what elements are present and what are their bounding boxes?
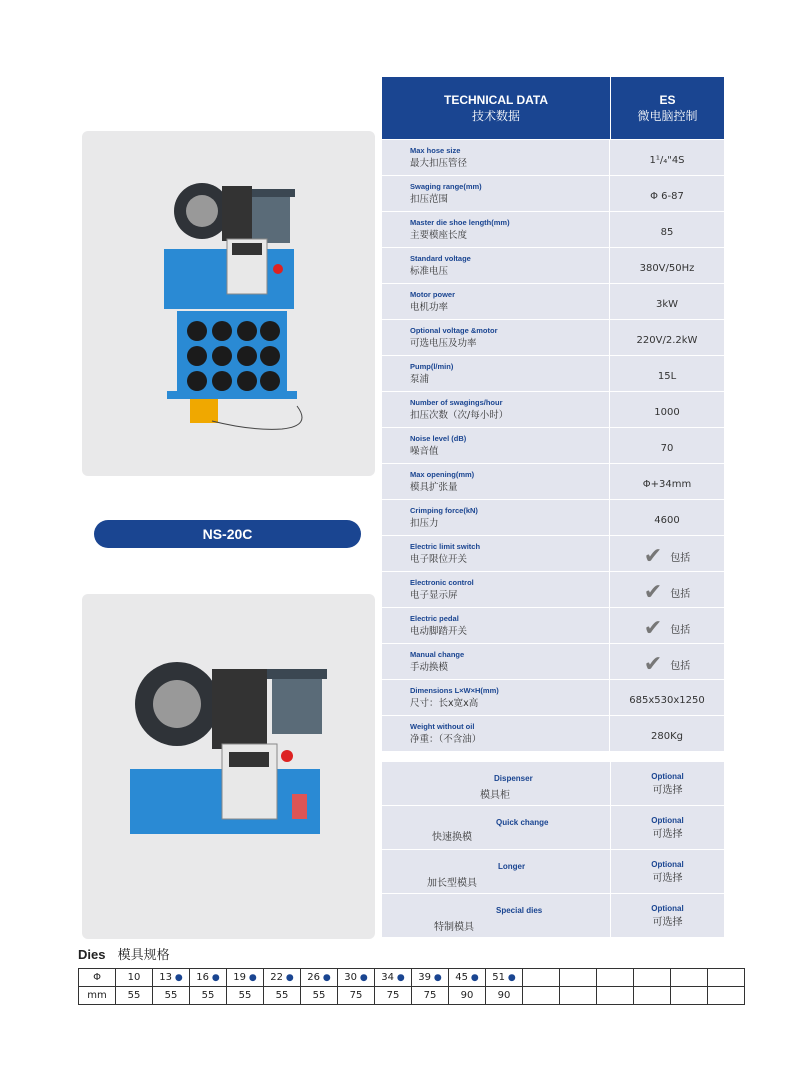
option-label-en: Quick change bbox=[496, 818, 549, 827]
spec-row bbox=[382, 499, 724, 535]
option-row bbox=[382, 805, 724, 849]
empty-cell bbox=[597, 969, 634, 987]
die-diameter-cell bbox=[264, 969, 301, 987]
spec-row bbox=[382, 391, 724, 427]
die-diameter: 34 bbox=[381, 972, 394, 983]
spec-label-en: Max hose size bbox=[410, 146, 461, 155]
empty-cell bbox=[523, 969, 560, 987]
spec-label-en: Pump(l/min) bbox=[410, 362, 454, 371]
die-length-cell: 55 bbox=[190, 987, 227, 1005]
header-right-en: ES bbox=[659, 92, 676, 107]
option-row bbox=[382, 893, 724, 937]
die-length-cell: 75 bbox=[338, 987, 375, 1005]
die-diameter: 30 bbox=[344, 972, 357, 983]
bullet-icon: ● bbox=[172, 973, 183, 983]
spec-value: 280Kg bbox=[651, 731, 683, 742]
spec-label-zh: 尺寸：长x宽x高 bbox=[410, 698, 479, 709]
spec-label-en: Weight without oil bbox=[410, 722, 475, 731]
spec-label-zh: 手动换模 bbox=[410, 662, 449, 673]
spec-value: Φ+34mm bbox=[642, 479, 692, 490]
bullet-icon: ● bbox=[209, 973, 220, 983]
spec-label-zh: 最大扣压管径 bbox=[410, 158, 468, 169]
empty-cell bbox=[634, 987, 671, 1005]
bullet-icon: ● bbox=[357, 973, 368, 983]
spec-row bbox=[382, 535, 724, 571]
spec-label-zh: 可选电压及功率 bbox=[410, 338, 477, 349]
dies-table bbox=[78, 968, 745, 1005]
spec-value: 15L bbox=[657, 371, 677, 382]
empty-cell bbox=[671, 987, 708, 1005]
checkmark-icon: ✔ bbox=[643, 616, 663, 641]
spec-label-en: Electric limit switch bbox=[410, 542, 481, 551]
spec-row bbox=[382, 715, 724, 751]
checkmark-icon: ✔ bbox=[643, 580, 663, 605]
bullet-icon: ● bbox=[283, 973, 294, 983]
option-label-en: Special dies bbox=[496, 906, 543, 915]
spec-value: 包括 bbox=[670, 661, 691, 672]
option-value-zh: 可选择 bbox=[652, 872, 683, 884]
die-diameter-cell bbox=[449, 969, 486, 987]
bullet-icon: ● bbox=[320, 973, 331, 983]
spec-row bbox=[382, 175, 724, 211]
die-diameter-cell bbox=[190, 969, 227, 987]
crimping-head-illustration bbox=[82, 594, 375, 939]
option-value-en: Optional bbox=[651, 815, 684, 825]
empty-cell bbox=[671, 969, 708, 987]
die-length-cell: 55 bbox=[116, 987, 153, 1005]
spec-value: 70 bbox=[660, 443, 674, 454]
spec-label-en: Noise level (dB) bbox=[410, 434, 467, 443]
technical-data-table bbox=[382, 77, 724, 937]
die-length-cell: 90 bbox=[449, 987, 486, 1005]
option-value-en: Optional bbox=[651, 771, 684, 781]
spec-row bbox=[382, 247, 724, 283]
die-length-cell: 55 bbox=[153, 987, 190, 1005]
spec-label-en: Motor power bbox=[410, 290, 455, 299]
option-label-zh: 快速换模 bbox=[432, 832, 472, 843]
bullet-icon: ● bbox=[246, 973, 257, 983]
option-label-zh: 特制模具 bbox=[434, 922, 474, 933]
option-label-zh: 模具柜 bbox=[480, 790, 510, 801]
die-length-cell: 90 bbox=[486, 987, 523, 1005]
machine-photo-full bbox=[82, 131, 375, 476]
die-length-cell: 75 bbox=[412, 987, 449, 1005]
spec-value: 包括 bbox=[670, 589, 691, 600]
spec-label-zh: 扣压力 bbox=[410, 518, 439, 529]
option-row bbox=[382, 761, 724, 805]
spec-label-en: Dimensions L×W×H(mm) bbox=[410, 686, 499, 695]
die-diameter: 19 bbox=[233, 972, 246, 983]
spec-row bbox=[382, 319, 724, 355]
spec-label-en: Standard voltage bbox=[410, 254, 471, 263]
dies-mm-label: mm bbox=[79, 987, 116, 1005]
spec-value: 4600 bbox=[654, 515, 680, 526]
die-diameter-cell bbox=[338, 969, 375, 987]
spec-row bbox=[382, 211, 724, 247]
spec-row bbox=[382, 607, 724, 643]
checkmark-icon: ✔ bbox=[643, 544, 663, 569]
spec-value: Φ 6-87 bbox=[650, 191, 684, 202]
empty-cell bbox=[708, 969, 745, 987]
spec-label-en: Crimping force(kN) bbox=[410, 506, 478, 515]
spec-row bbox=[382, 643, 724, 679]
spec-label-en: Manual change bbox=[410, 650, 465, 659]
spec-label-zh: 标准电压 bbox=[410, 266, 449, 277]
option-label-en: Longer bbox=[498, 862, 526, 871]
die-length-cell: 55 bbox=[301, 987, 338, 1005]
die-diameter: 13 bbox=[159, 972, 172, 983]
spec-label-zh: 电动脚踏开关 bbox=[410, 626, 468, 637]
dies-title bbox=[78, 944, 170, 963]
spec-row bbox=[382, 571, 724, 607]
spec-label-en: Electric pedal bbox=[410, 614, 459, 623]
spec-row bbox=[382, 139, 724, 175]
empty-cell bbox=[560, 987, 597, 1005]
option-row bbox=[382, 849, 724, 893]
die-diameter: 26 bbox=[307, 972, 320, 983]
spec-label-zh: 电机功率 bbox=[410, 302, 449, 313]
dies-phi-label: Φ bbox=[79, 969, 116, 987]
die-diameter-cell bbox=[153, 969, 190, 987]
bullet-icon: ● bbox=[394, 973, 405, 983]
option-label-en: Dispenser bbox=[494, 774, 533, 783]
spec-value: 1000 bbox=[654, 407, 680, 418]
spec-label-en: Max opening(mm) bbox=[410, 470, 475, 479]
die-diameter-cell bbox=[412, 969, 449, 987]
die-length-cell: 55 bbox=[227, 987, 264, 1005]
spec-row bbox=[382, 355, 724, 391]
spec-label-zh: 电子显示屏 bbox=[410, 590, 458, 601]
spec-label-zh: 噪音值 bbox=[410, 446, 439, 457]
bullet-icon: ● bbox=[505, 973, 516, 983]
spec-value: 685x530x1250 bbox=[629, 695, 705, 706]
spec-value: 包括 bbox=[670, 553, 691, 564]
header-left-zh: 技术数据 bbox=[471, 108, 520, 123]
spec-label-en: Electronic control bbox=[410, 578, 474, 587]
crimping-machine-illustration bbox=[82, 131, 375, 476]
spec-value: 380V/50Hz bbox=[639, 263, 695, 274]
machine-photo-closeup bbox=[82, 594, 375, 939]
empty-cell bbox=[560, 969, 597, 987]
spec-label-zh: 模具扩张量 bbox=[410, 482, 458, 493]
spec-label-en: Master die shoe length(mm) bbox=[410, 218, 510, 227]
die-diameter-cell bbox=[116, 969, 153, 987]
spec-label-zh: 电子限位开关 bbox=[410, 554, 468, 565]
option-value-en: Optional bbox=[651, 903, 684, 913]
die-diameter-cell bbox=[375, 969, 412, 987]
spec-label-zh: 扣压范围 bbox=[410, 194, 449, 205]
dies-title-en: Dies bbox=[78, 947, 106, 962]
die-diameter: 10 bbox=[127, 972, 141, 983]
empty-cell bbox=[708, 987, 745, 1005]
spec-row bbox=[382, 463, 724, 499]
die-diameter: 39 bbox=[418, 972, 431, 983]
die-diameter-cell bbox=[227, 969, 264, 987]
option-label-zh: 加长型模具 bbox=[427, 878, 477, 889]
spec-row bbox=[382, 427, 724, 463]
empty-cell bbox=[634, 969, 671, 987]
empty-cell bbox=[523, 987, 560, 1005]
die-diameter: 16 bbox=[196, 972, 209, 983]
spec-label-en: Number of swagings/hour bbox=[410, 398, 503, 407]
die-length-cell: 55 bbox=[264, 987, 301, 1005]
header-right-zh: 微电脑控制 bbox=[637, 108, 698, 123]
spec-label-en: Swaging range(mm) bbox=[410, 182, 482, 191]
spec-row bbox=[382, 283, 724, 319]
spec-label-zh: 净重：（不含油） bbox=[410, 734, 482, 745]
die-diameter: 51 bbox=[492, 972, 505, 983]
empty-cell bbox=[597, 987, 634, 1005]
spec-label-zh: 主要模座长度 bbox=[410, 230, 468, 241]
spec-value: 1¹/₄"4S bbox=[649, 155, 685, 166]
die-diameter: 45 bbox=[455, 972, 468, 983]
spec-value: 220V/2.2kW bbox=[636, 335, 698, 346]
die-diameter-cell bbox=[301, 969, 338, 987]
spec-value: 3kW bbox=[655, 299, 679, 310]
spec-value: 包括 bbox=[670, 625, 691, 636]
table-header bbox=[382, 77, 724, 139]
spec-row bbox=[382, 679, 724, 715]
header-left-en: TECHNICAL DATA bbox=[444, 92, 548, 107]
option-value-zh: 可选择 bbox=[652, 828, 683, 840]
spec-label-en: Optional voltage &motor bbox=[410, 326, 498, 335]
bullet-icon: ● bbox=[468, 973, 479, 983]
die-diameter: 22 bbox=[270, 972, 283, 983]
die-length-cell: 75 bbox=[375, 987, 412, 1005]
spec-value: 85 bbox=[660, 227, 674, 238]
option-value-en: Optional bbox=[651, 859, 684, 869]
dies-title-zh: 模具规格 bbox=[117, 948, 170, 963]
option-value-zh: 可选择 bbox=[652, 916, 683, 928]
checkmark-icon: ✔ bbox=[643, 652, 663, 677]
option-value-zh: 可选择 bbox=[652, 784, 683, 796]
spec-label-zh: 泵浦 bbox=[410, 374, 430, 385]
spec-label-zh: 扣压次数（次/每小时） bbox=[410, 410, 509, 421]
model-name-badge: NS-20C bbox=[94, 520, 361, 548]
bullet-icon: ● bbox=[431, 973, 442, 983]
die-diameter-cell bbox=[486, 969, 523, 987]
